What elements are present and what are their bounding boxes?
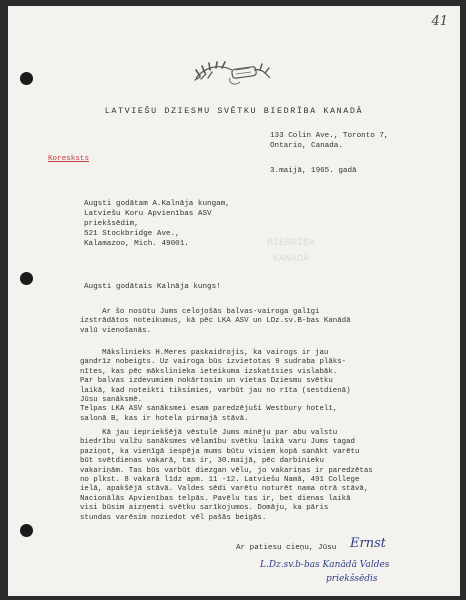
recipient-line: priekšsēdim, <box>84 220 139 228</box>
sender-address-line: Ontario, Canada. <box>270 142 343 150</box>
organization-name: LATVIEŠU DZIESMU SVĒTKU BIEDRĪBA KANADĀ <box>104 106 364 116</box>
faint-watermark <box>236 236 346 268</box>
recipient-line: Kalamazoo, Mich. 49001. <box>84 240 189 248</box>
body-paragraph: Kā jau iepriekšējā vēstulē Jums minēju par abu valstu biedrību valžu sanāksmes vēlamību svētku laikā varu Jums tagad paziņot, ka vienīgā iespēja mums būtu visiem kopā sanākt varētu būt svētdienas vakarā, tas ir, 30.maijā, pēc darbinieku vakariņām. Tas būs varbūt diezgan vēlu, jo vakariņas ir paredzētas no plkst. 8 vakarā līdz apm. 11 -12. Latviešu Namā, 491 College ielā, apakšējā stāvā. Valdes sēdi varētu noturēt nama otrā stāvā, Nacionālās Apvienības telpās. Pavēlu tas ir, bet dienas laikā visi būsim aizņemti svētku sarīkojumos. Domāju, ka pāris stundas varēsim noziedot vēl pašās beigās. <box>80 429 373 522</box>
punch-hole <box>20 272 33 285</box>
page-number: 41 <box>431 14 448 29</box>
letter-page <box>8 6 460 596</box>
watermark-line: BIEDRĪBA <box>266 238 315 249</box>
handwritten-title: priekšsēdis <box>326 574 378 584</box>
copy-stamp: Koresksts <box>48 155 90 163</box>
handwritten-signature: Ernst <box>350 536 386 551</box>
recipient-line: 521 Stockbridge Ave., <box>84 230 180 238</box>
handwritten-title: L.Dz.sv.b-bas Kanādā Valdes <box>260 560 390 570</box>
sender-address-line: 133 Colin Ave., Toronto 7, <box>270 132 389 140</box>
body-paragraph: Ar šo nosūtu Jums celojošās balvas-vairoga galīgi izstrādātos noteikumus, kā pēc LKA ASV un LDz.sv.B-bas Kanādā valū vienošanās. <box>80 308 351 335</box>
salutation: Augsti godātais Kalnāja kungs! <box>84 283 221 291</box>
recipient-line: Latviešu Koru Apvienības ASV <box>84 210 212 218</box>
watermark-line: KANADĀ <box>272 254 309 265</box>
laurel-lyre-logo-icon <box>190 56 274 90</box>
punch-hole <box>20 524 33 537</box>
closing-line: Ar patiesu cieņu, Jūsu <box>236 544 337 552</box>
recipient-line: Augsti godātam A.Kalnāja kungam, <box>84 200 230 208</box>
punch-hole <box>20 72 33 85</box>
body-paragraph: Mākslinieks H.Meres paskaidrojis, ka vairogs ir jau gandrīz nobeigts. Uz vairoga būs izvietotas 9 sudraba plāks- nītes, kas pēc mākslinieka ieteikuma izskatīsies vislabāk. Par balvas izdevumiem nokārtosim un vietas Dziesmu svētku laikā, kad noteikti tiksimies, varbūt jau no rīta (sestdienā) Jūsu sanāksmē. Telpas LKA ASV sanāksmei esam paredzējuši Westbury hotelī, salonā B, kas ir hotela pirmajā stāvā. <box>80 349 351 423</box>
letter-date: 3.maijā, 1965. gadā <box>270 167 357 175</box>
